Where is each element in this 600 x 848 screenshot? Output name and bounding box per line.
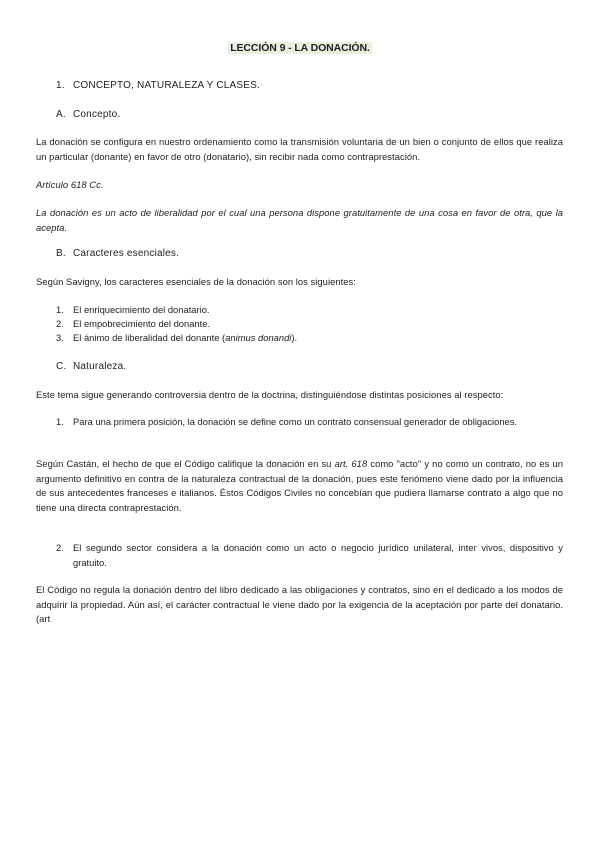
position-item-1: 1. Para una primera posición, la donación se define como un contrato consensual generador de obligaciones. — [56, 416, 518, 427]
list-item: 2. El empobrecimiento del donante. — [56, 318, 211, 329]
article-quote: La donación es un acto de liberalidad por el cual una persona dispone gratuitamente de una cosa en favor de otra, que la acepta. — [36, 207, 563, 233]
paragraph-controversy: Este tema sigue generando controversia dentro de la doctrina, distinguiéndose distintas posiciones al respecto: — [36, 389, 504, 400]
paragraph-savigny: Según Savigny, los caracteres esenciales de la donación son los siguientes: — [36, 276, 356, 287]
paragraph-castan: Según Castán, el hecho de que el Código califique la donación en su art. 618 como "acto" y no como un contrato, no es un argumento definitivo en contra de la naturaleza contractual de la donación, pues este fenómeno viene dado por la influencia de sus antecedentes franceses e italianos. Éstos Códigos Civiles no concebían que pudiera llamarse contrato a algo que no tiene una directa contraprestación. — [36, 458, 563, 513]
section-heading-1: 1. CONCEPTO, NATURALEZA Y CLASES. — [56, 80, 260, 91]
page-title-block — [0, 38, 600, 56]
subheading-caracteres: B. Caracteres esenciales. — [56, 248, 180, 259]
page-title: LECCIÓN 9 - LA DONACIÓN. — [230, 42, 370, 54]
paragraph-definition: La donación se configura en nuestro ordenamiento como la transmisión voluntaria de un bien o conjunto de ellos que realiza un particular (donante) en favor de otro (donatario), sin recibir nada como contraprestación. — [36, 136, 563, 162]
position-item-2: 2. El segundo sector considera a la donación como un acto o negocio jurídico unilateral, inter vivos, dispositivo y gratuito. — [56, 542, 563, 568]
subheading-naturaleza: C. Naturaleza. — [56, 361, 127, 372]
article-reference: Artículo 618 Cc. — [36, 179, 104, 190]
subheading-concepto: A. Concepto. — [56, 109, 121, 120]
paragraph-codigo: El Código no regula la donación dentro del libro dedicado a las obligaciones y contratos, sino en el dedicado a los modos de adquirir la propiedad. Aún así, el carácter contractual le viene dado por la exigencia de la aceptación por parte del donatario. (art — [36, 584, 563, 624]
list-item: 1. El enriquecimiento del donatario. — [56, 304, 210, 315]
list-item: 3. El ánimo de liberalidad del donante (animus donandi). — [56, 332, 298, 343]
